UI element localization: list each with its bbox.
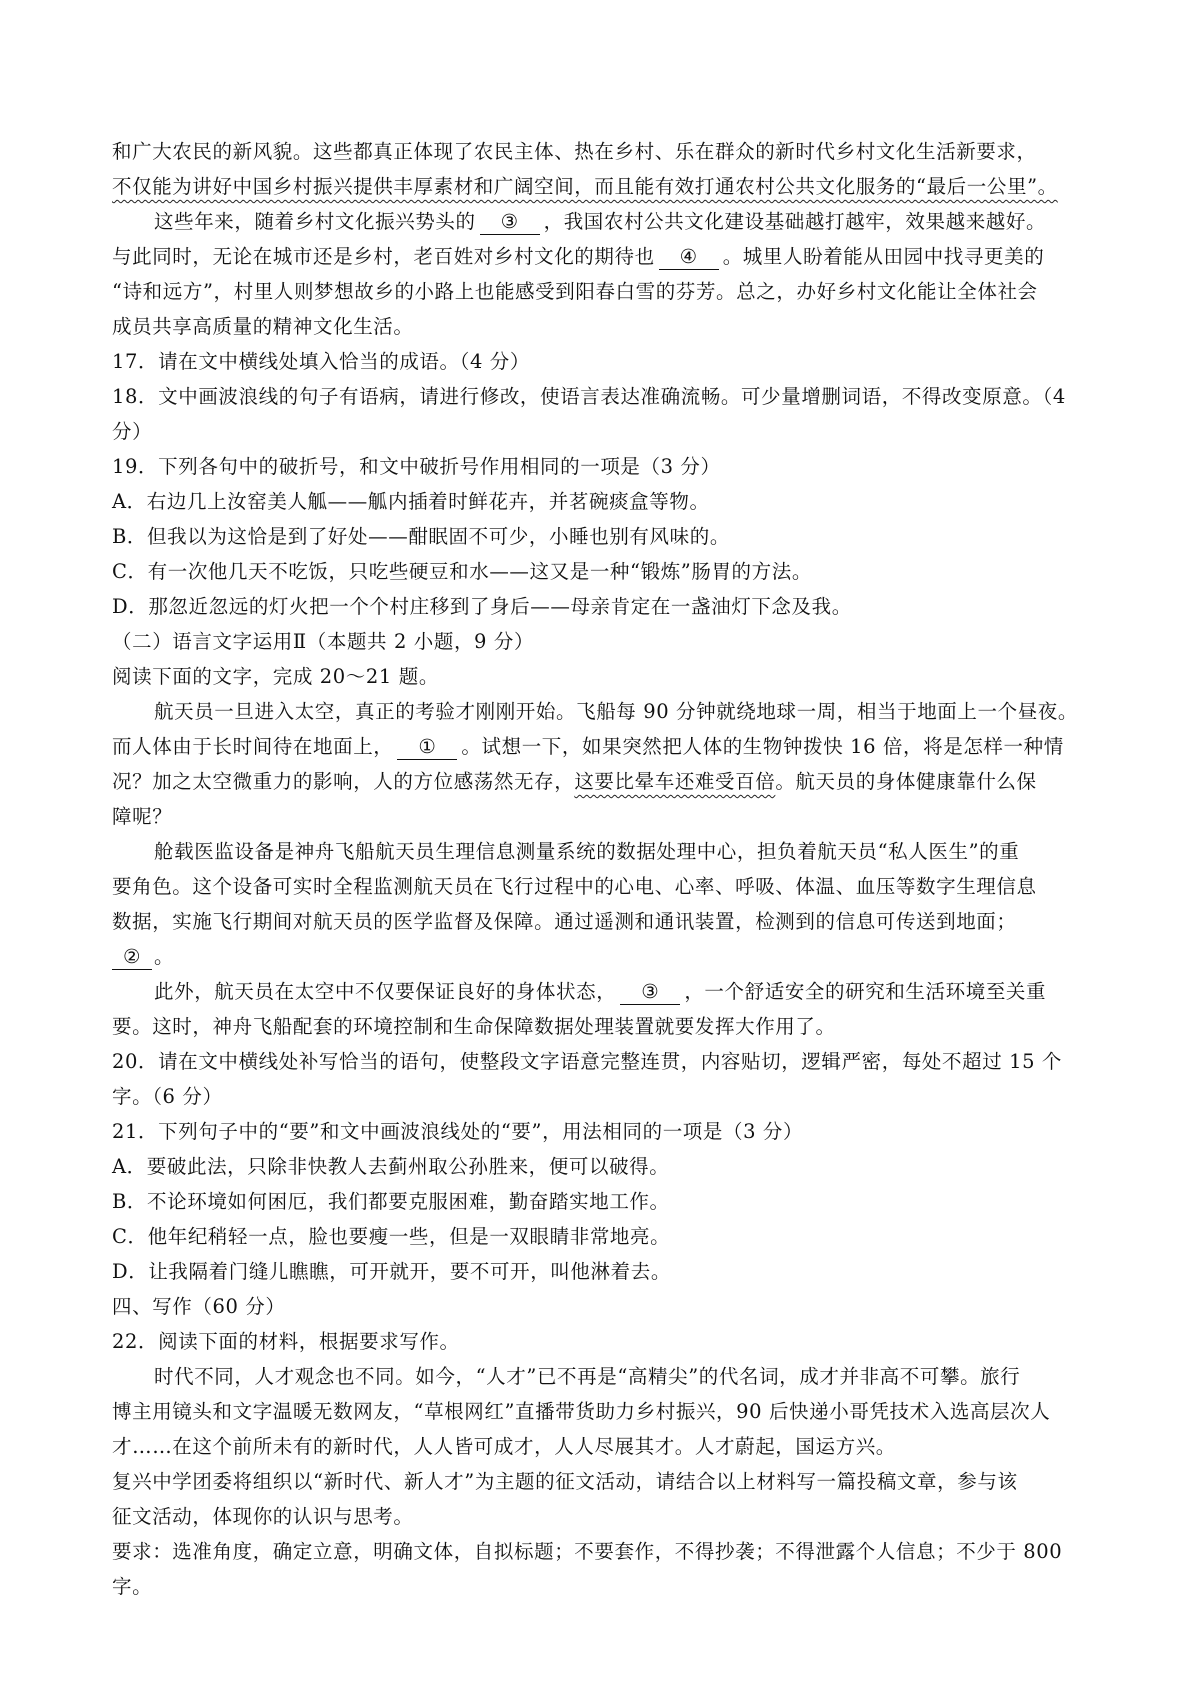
option-b: B．不论环境如何困厄，我们都要克服困难，勤奋踏实地工作。 bbox=[112, 1190, 670, 1213]
material-line: 博主用镜头和文字温暖无数网友，“草根网红”直播带货助力乡村振兴，90 后快递小哥凭技术入选高层次人 bbox=[112, 1400, 1051, 1423]
text-segment: 这些年来，随着乡村文化振兴势头的 bbox=[154, 210, 476, 233]
option-d: D．那忽近忽远的灯火把一个个村庄移到了身后——母亲肯定在一盏油灯下念及我。 bbox=[112, 595, 852, 618]
question-17: 17．请在文中横线处填入恰当的成语。（4 分） bbox=[112, 350, 530, 373]
task-line: 复兴中学团委将组织以“新时代、新人才”为主题的征文活动，请结合以上材料写一篇投稿文章，参与该 bbox=[112, 1470, 1018, 1493]
material-line: 时代不同，人才观念也不同。如今，“人才”已不再是“高精尖”的代名词，成才并非高不可攀。旅行 bbox=[154, 1365, 1021, 1388]
option-d: D．让我隔着门缝儿瞧瞧，可开就开，要不可开，叫他淋着去。 bbox=[112, 1260, 671, 1283]
section-heading: 四、写作（60 分） bbox=[112, 1295, 286, 1318]
page-content bbox=[112, 134, 1100, 1604]
passage-line bbox=[112, 939, 1100, 974]
task-line: 征文活动，体现你的认识与思考。 bbox=[112, 1505, 414, 1528]
question-20-cont: 字。（6 分） bbox=[112, 1085, 223, 1108]
answer-blank-1[interactable]: ① bbox=[397, 735, 457, 760]
option-c: C．有一次他几天不吃饭，只吃些硬豆和水——这又是一种“锻炼”肠胃的方法。 bbox=[112, 560, 812, 583]
passage-line: 和广大农民的新风貌。这些都真正体现了农民主体、热在乡村、乐在群众的新时代乡村文化生活新要求， bbox=[112, 140, 1037, 163]
text-segment: 况？加之太空微重力的影响，人的方位感荡然无存， bbox=[112, 770, 575, 793]
option-a: A．右边几上汝窑美人觚——觚内插着时鲜花卉，并茗碗痰盒等物。 bbox=[112, 490, 710, 513]
question-18: 18．文中画波浪线的句子有语病，请进行修改，使语言表达准确流畅。可少量增删词语，不得改变原意。（4 bbox=[112, 385, 1066, 408]
passage-line bbox=[112, 729, 1100, 764]
answer-blank-2[interactable]: ② bbox=[112, 945, 152, 970]
text-segment: 与此同时，无论在城市还是乡村，老百姓对乡村文化的期待也 bbox=[112, 245, 655, 268]
option-b: B．但我以为这恰是到了好处——酣眠固不可少，小睡也别有风味的。 bbox=[112, 525, 730, 548]
material-line: 才……在这个前所未有的新时代，人人皆可成才，人人尽展其才。人才蔚起，国运方兴。 bbox=[112, 1435, 896, 1458]
text-segment: 而人体由于长时间待在地面上， bbox=[112, 735, 394, 758]
question-18-cont: 分） bbox=[112, 420, 153, 443]
question-21: 21．下列句子中的“要”和文中画波浪线处的“要”，用法相同的一项是（3 分） bbox=[112, 1120, 804, 1143]
question-19: 19．下列各句中的破折号，和文中破折号作用相同的一项是（3 分） bbox=[112, 455, 721, 478]
passage-line-wavy bbox=[112, 169, 1100, 204]
passage-line bbox=[112, 974, 1100, 1009]
text-segment: 此外，航天员在太空中不仅要保证良好的身体状态， bbox=[154, 980, 617, 1003]
text-segment: 。城里人盼着能从田园中找寻更美的 bbox=[722, 245, 1045, 268]
passage-line: 要角色。这个设备可实时全程监测航天员在飞行过程中的心电、心率、呼吸、体温、血压等数字生理信息 bbox=[112, 875, 1037, 898]
text-segment: 。 bbox=[154, 945, 175, 968]
section-heading: （二）语言文字运用Ⅱ（本题共 2 小题，9 分） bbox=[112, 630, 535, 653]
passage-line: 障呢？ bbox=[112, 805, 173, 828]
option-a: A．要破此法，只除非快教人去蓟州取公孙胜来，便可以破得。 bbox=[112, 1155, 670, 1178]
passage-line: 舱载医监设备是神舟飞船航天员生理信息测量系统的数据处理中心，担负着航天员“私人医生”的重 bbox=[154, 840, 1020, 863]
answer-blank-3[interactable]: ③ bbox=[480, 210, 540, 235]
section-intro: 阅读下面的文字，完成 20～21 题。 bbox=[112, 665, 439, 688]
answer-blank-3b[interactable]: ③ bbox=[620, 980, 680, 1005]
question-22: 22．阅读下面的材料，根据要求写作。 bbox=[112, 1330, 460, 1353]
passage-line: 数据，实施飞行期间对航天员的医学监督及保障。通过遥测和通讯装置，检测到的信息可传送到地面； bbox=[112, 910, 1017, 933]
passage-line bbox=[112, 764, 1100, 799]
passage-line: 要。这时，神舟飞船配套的环境控制和生命保障数据处理装置就要发挥大作用了。 bbox=[112, 1015, 836, 1038]
passage-line bbox=[112, 239, 1100, 274]
passage-line: 成员共享高质量的精神文化生活。 bbox=[112, 315, 414, 338]
wavy-underlined-sentence: 这要比晕车还难受百倍 bbox=[574, 770, 776, 793]
text-segment: ，我国农村公共文化建设基础越打越牢，效果越来越好。 bbox=[543, 210, 1047, 233]
passage-line: “诗和远方”，村里人则梦想故乡的小路上也能感受到阳春白雪的芬芳。总之，办好乡村文化能让全体社会 bbox=[112, 280, 1038, 303]
requirements-line: 字。 bbox=[112, 1575, 153, 1598]
answer-blank-4[interactable]: ④ bbox=[659, 245, 719, 270]
passage-line: 航天员一旦进入太空，真正的考验才刚刚开始。飞船每 90 分钟就绕地球一周，相当于地面上一个昼夜。 bbox=[154, 700, 1079, 723]
option-c: C．他年纪稍轻一点，脸也要瘦一些，但是一双眼睛非常地亮。 bbox=[112, 1225, 671, 1248]
wavy-underlined-sentence: 不仅能为讲好中国乡村振兴提供丰厚素材和广阔空间，而且能有效打通农村公共文化服务的“最后一公里”。 bbox=[112, 175, 1058, 198]
passage-line bbox=[112, 204, 1100, 239]
question-20: 20．请在文中横线处补写恰当的语句，使整段文字语意完整连贯，内容贴切，逻辑严密，每处不超过 15 个 bbox=[112, 1050, 1063, 1073]
text-segment: 。试想一下，如果突然把人体的生物钟拨快 16 倍，将是怎样一种情 bbox=[461, 735, 1064, 758]
requirements-line: 要求：选准角度，确定立意，明确文体，自拟标题；不要套作，不得抄袭；不得泄露个人信息；不少于 800 bbox=[112, 1540, 1063, 1563]
text-segment: ，一个舒适安全的研究和生活环境至关重 bbox=[684, 980, 1047, 1003]
text-segment: 。航天员的身体健康靠什么保 bbox=[775, 770, 1037, 793]
